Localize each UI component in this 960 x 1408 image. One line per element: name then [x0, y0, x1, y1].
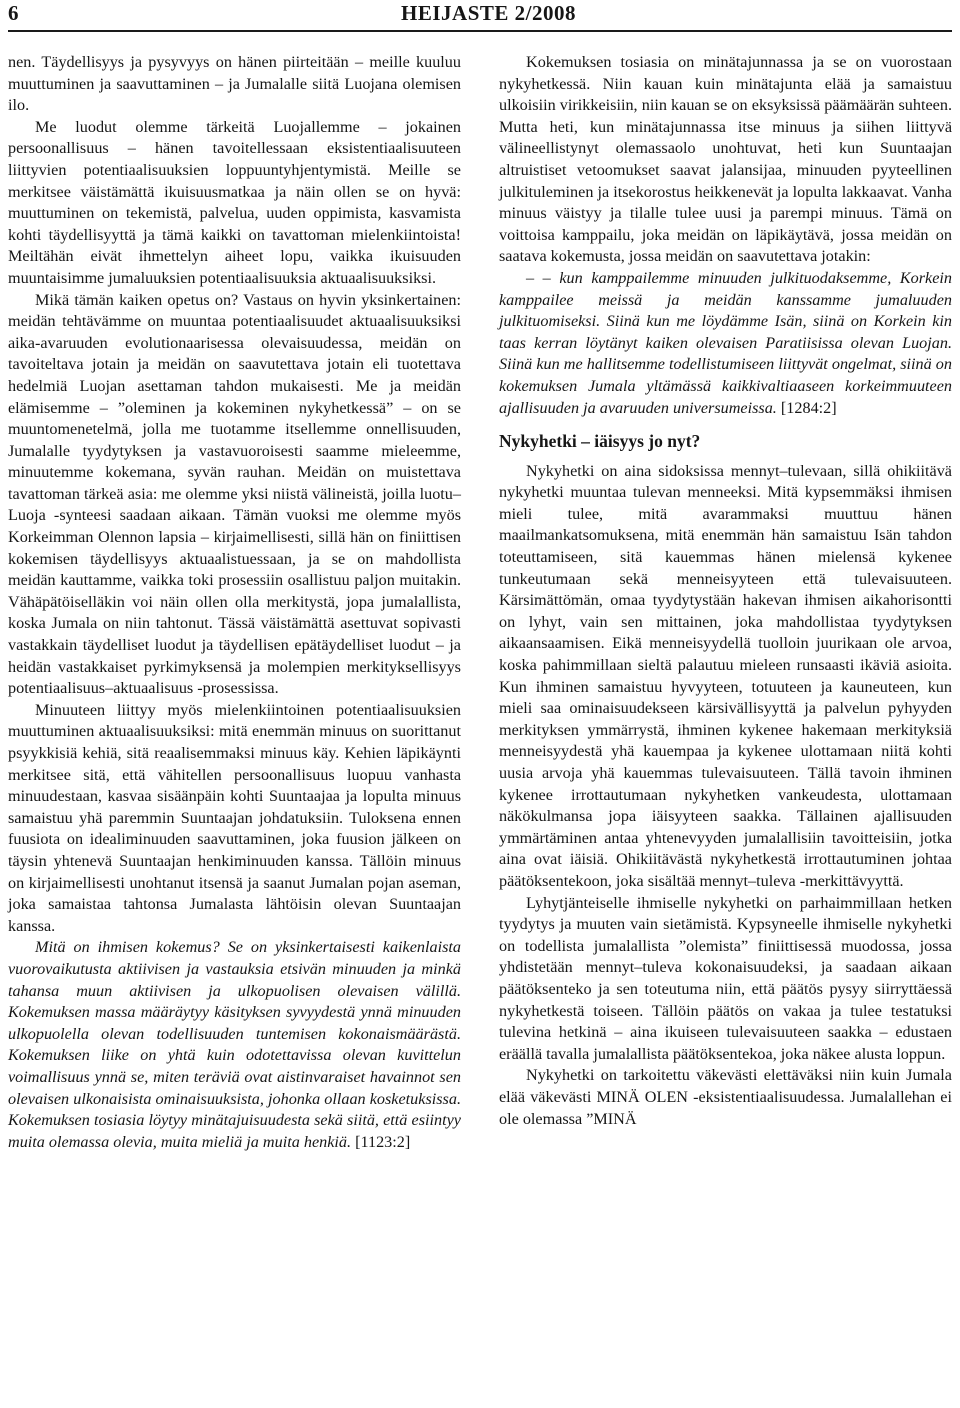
page-header [8, 0, 952, 34]
right-paragraph-2: Nykyhetki on aina sidoksissa mennyt–tulevaan, sillä ohikiitävä nykyhetki muuntaa tulevan menneeksi. Mitä kypsemmäksi ihmisen mieli tulee, mitä avarammaksi muuttuu hänen maailmankatsomuksena, mitä enemmän hän samaistuu Isän tahdon toteuttamiseen, sitä kauemmas hänen mielensä kykenee tunkeutumaan sekä menneisyyteen että tulevaisuuteen. Kärsimättömän, omaa tyydytystään hakevan ihmisen aikahorisontti on lyhyt, vain sen mittainen, joka mahdollistaa tyydytyksen aikaansaamisen. Eikä menneisyydellä tuolloin juurikaan ole arvoa, koska pahimmillaan sieltä palautuu mieleen runsaasti ikäviä asioita. Kun ihminen samaistuu hyvyyteen, totuuteen ja kauneuteen, kun mieli saa ominaisuudekseen kärsivällisyyttä ja palvelun pyhyyden merkityksen ymmärrystä, ihminen kykenee hakemaan merkityksiä menneisyydestä yhä kauempaa ja kykenee ulottamaan niitä kohti uusia arvoja yhä kauemmas tulevaisuuteen. Tällä tavoin ihminen kykenee irrottautumaan nykyhetken vankeudesta, ulottamaan näkökulmansa jopa iäisyyteen saakka. Tällainen ajallisuuden ymmärtäminen antaa yhtenevyyden jumalallisiin tavoitteisiin, jotka aina ovat iäisiä. Ohikiitävästä nykyhetkestä irrottautuminen johtaa päätöksentekoon, joka sisältää mennyt–tuleva -merkittävyyttä. [499, 461, 952, 890]
section-heading: Nykyhetki – iäisyys jo nyt? [499, 431, 701, 452]
left-paragraph-1: nen. Täydellisyys ja pysyvyys on hänen piirteitään – meille kuuluu muuttuminen ja saavuttaminen – ja Jumalalle siitä Luojana olemisen ilo. [8, 53, 461, 115]
right-paragraph-1: Kokemuksen tosiasia on minätajunnassa ja se on vuorostaan nykyhetkessä. Niin kauan kuin minätajunta elää ja samaistuu ulkoisiin virikkeisiin, niin kauan se on eksyksissä päämäärän suhteen. Mutta heti, kun minätajunnassa itse minuus ja siihen liittyvä välineellistynyt olemassaolo unohtuvat, heti kun Suuntaajan altruistiset vetoomukset saavat jalansijaa, minuuden pyyteellinen julkituleminen ja itsekorostus heikkenevät ja lopulta lakkaavat. Vanha minuus väistyy ja tilalle tulee uusi ja parempi minuus. Tämä on voittoisa kamppailu, joka meidän on läpikäytävä, jossa meidän on saatava kokemusta, jossa meidän on saavutettava jotakin: [499, 53, 952, 266]
publication-issue: HEIJASTE 2/2008 [401, 1, 576, 25]
left-paragraph-4: Minuuteen liittyy myös mielenkiintoinen potentiaalisuuksien muuttuminen aktuaalisuuksiksi: mitä enemmän minuus on suorittanut psyykkisiä kehiä, sitä reaalisemmaksi minuus käy. Kehien läpikäynti merkitsee sitä, että vähitellen persoonallisuus luopuu vanhasta minuudestaan, kasvaa sisäänpäin kohti Suuntaajaa ja lopulta minuus samaistuu yhä paremmin Suuntaajan johdatuksiin. Tuloksena ennen fuusiota on idealiminuuden saavuttaminen, joka fuusion jälkeen on täysin yhtenevä Suuntaajan henkiminuuden kanssa. Tällöin minuus on kirjaimellisesti unohtanut itsensä ja saanut Jumalan pojan aseman, joka samaistaa tahtonsa Jumalasta lähtöisin olevan Suuntaajan kanssa. [8, 700, 461, 935]
right-quote-reference: [1284:2] [776, 398, 837, 417]
left-paragraph-3: Mikä tämän kaiken opetus on? Vastaus on hyvin yksinkertainen: meidän tehtävämme on muuntaa potentiaalisuudet aktuaalisuuksiksi aika-avaruuden evolutionaarisessa olevaisuudessa, meidän on tavoiteltava jotain ja meidän on saavutettava jotain eli tuotettava hedelmiä Luojan asettaman tahdon mukaisesti. Me ja meidän elämisemme – ”oleminen ja kokeminen nykyhetkessä” – on se muuntomenetelmä, jolla me tuotamme itsellemme onnellisuuden, Jumalalle tyydytyksen ja vastavuoroisesti saamme mieleemme, minuutemme kokemana, syvän rauhan. Meidän on muistettava tavattoman tärkeä asia: me olemme yksi niistä välineistä, joilla luotu–Luoja -synteesi saadaan aikaan. Tämän vuoksi me olemme myös Korkeimman Olennon lapsia – kirjaimellisesti, sillä hän on finiittisen kokemisen täydellisyys aktuaalistuessaan, ja se on mahdollista meidän kauttamme, vaikka toki prosessiin osallistuu paljon muitakin. Vähäpätöiselläkin voi näin ollen olla merkitystä, jopa jumalallista, koska Jumala on niin tahtonut. Tässä väistämättä asettuvat sopivasti vastakkain täydelliset luodut ja täydellisen epätäydelliset luodut – ja heidän vastakkaiset pyrkimyksensä ja molempien merkityksellisyys potentiaalisuus–aktuaalisuus -prosessissa. [8, 290, 461, 698]
header-rule [8, 30, 952, 32]
left-column [8, 52, 461, 1153]
left-quote-reference: [1123:2] [351, 1132, 411, 1151]
right-quote [499, 268, 952, 419]
right-quote-text: – – kun kamppailemme minuuden julkituodaksemme, Korkein kamppailee meissä ja meidän kanssamme jumaluuden julkituomiseksi. Siinä kun me löydämme Isän, siinä on Korkein kin taas kerran löytänyt kaiken olevaisen Paratiisissa olevan Luojan. Siinä kun me hallitsemme todellistumiseen liittyvät ongelmat, siinä on kokemuksen Jumala yltämässä kaikkivaltiaaseen korkeimmuuteen ajallisuuden ja avaruuden universumeissa. [499, 268, 952, 417]
left-paragraph-2: Me luodut olemme tärkeitä Luojallemme – jokainen persoonallisuus – hänen tavoitellessaan eksistentiaalisuuteen liittyvien potentiaalisuuksien loppuuntyhjentymistä. Meille se merkitsee väistämättä ikuisuusmatkaa ja näin ollen se on hyvä: muuttuminen on tekemistä, palvelua, uuden oppimista, kasvamista kohti täydellisyyttä ja tämä kaikki on tavattoman mielenkiintoista! Meiltähän eivät ihmettelyn aiheet lopu, vaikka ikuisuuden muuntaisimme jumaluuksien potentiaalisuuksia aktuaalisuuksiksi. [8, 117, 461, 287]
left-quote [8, 937, 461, 1153]
right-paragraph-4: Nykyhetki on tarkoitettu väkevästi elettäväksi niin kuin Jumala elää väkevästi MINÄ OLEN -eksistentiaalisuudessa. Jumalallehan ei ole olemassa ”MINÄ [499, 1066, 952, 1128]
right-paragraph-3: Lyhytjänteiselle ihmiselle nykyhetki on parhaimmillaan hetken tyydytys ja muuten vain sietämistä. Kypsyneelle ihmiselle nykyhetki on todellista jumalallista ”olemista” finiittisessä muodossa, jossa yhdistetään mennyt–tuleva kokonaisuudeksi, ja saadaan aikaan päätöksenteko ja sen toteutuma niin, että päätös pysyy siirryttäessä nykyhetkestä toiseen. Tällöin päätös on vakaa ja tulee testatuksi tulevina hetkinä – aina ikuiseen tulevaisuuteen saakka – edustaen eräällä tavalla jumalallista päätöksentekoa, joka näkee alusta loppun. [499, 893, 952, 1063]
left-quote-text: Mitä on ihmisen kokemus? Se on yksinkertaisesti kaikenlaista vuorovaikutusta aktiivisen ja vastauksia etsivän minuuden ja minkä tahansa muun aktiivisen ja ulkopuolisen olevaisen välillä. Kokemuksen massa määräytyy käsityksen syvyydestä ynnä minuuden ulkopuolella olevan todellisuuden tuntemisen kokonaismäärästä. Kokemuksen liike on yhtä kuin odotettavissa olevan kuvittelun voimallisuus ynnä se, miten teräviä ovat aistinvaraiset havainnot sen olevaisen ulkonaisista ominaisuuksista, johonka ollaan kosketuksissa. Kokemuksen tosiasia löytyy minätajuisuudesta sekä siitä, että esiintyy muita olemassa olevia, muita mieliä ja muita henkiä. [8, 938, 461, 1151]
right-column [499, 52, 952, 1130]
page-number: 6 [8, 1, 19, 25]
